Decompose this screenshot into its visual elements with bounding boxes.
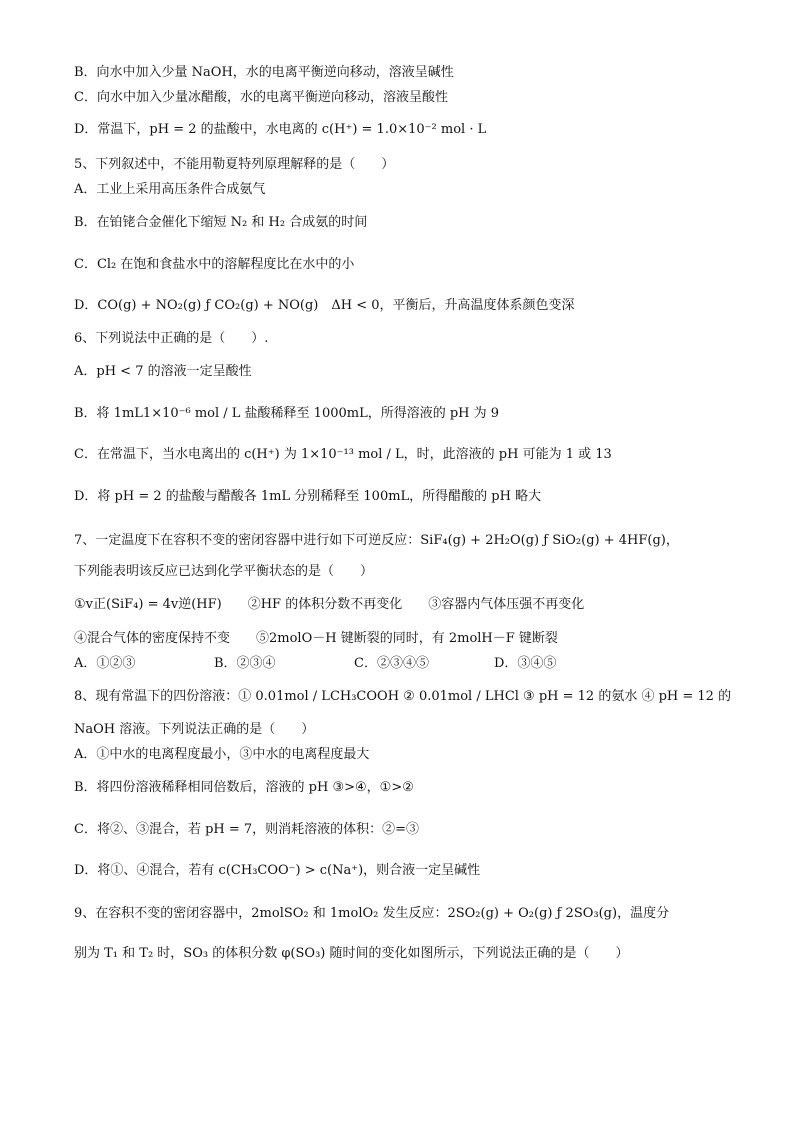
q5-stem: 5、下列叙述中，不能用勒夏特列原理解释的是（ ） xyxy=(74,157,395,172)
q8-option-a: A．①中水的电离程度最小，③中水的电离程度最大 xyxy=(74,747,370,762)
q7-option-d: D．③④⑤ xyxy=(494,656,557,671)
q4-option-d: D．常温下，pH = 2 的盐酸中，水电离的 c(H⁺) = 1.0×10⁻² mol · L xyxy=(74,122,487,137)
q8-option-c: C．将②、③混合，若 pH = 7，则消耗溶液的体积：②=③ xyxy=(74,822,420,837)
q7-statements-line1: ①v正(SiF₄) = 4v逆(HF) ②HF 的体积分数不再变化 ③容器内气体压强不再变化 xyxy=(74,597,585,612)
q7-stem-line2: 下列能表明该反应已达到化学平衡状态的是（ ） xyxy=(74,564,374,579)
q8-stem-line2: NaOH 溶液。下列说法正确的是（ ） xyxy=(74,722,315,737)
q7-option-b: B．②③④ xyxy=(214,656,276,671)
q9-stem-line2: 别为 T₁ 和 T₂ 时，SO₃ 的体积分数 φ(SO₃) 随时间的变化如图所示，下列说法正确的是（ ） xyxy=(74,946,629,961)
q4-option-c: C．向水中加入少量冰醋酸，水的电离平衡逆向移动，溶液呈酸性 xyxy=(74,90,448,105)
q9-stem-line1: 9、在容积不变的密闭容器中，2molSO₂ 和 1molO₂ 发生反应：2SO₂(g) + O₂(g) ƒ 2SO₃(g)，温度分 xyxy=(74,906,670,921)
q6-option-d: D．将 pH = 2 的盐酸与醋酸各 1mL 分别稀释至 100mL，所得醋酸的 pH 略大 xyxy=(74,489,542,504)
q4-option-b: B．向水中加入少量 NaOH，水的电离平衡逆向移动，溶液呈碱性 xyxy=(74,65,454,80)
q7-stem-line1: 7、一定温度下在容积不变的密闭容器中进行如下可逆反应：SiF₄(g) + 2H₂O(g) ƒ SiO₂(g) + 4HF(g)， xyxy=(74,533,679,548)
q5-option-d: D．CO(g) + NO₂(g) ƒ CO₂(g) + NO(g) ΔH < 0，平衡后，升高温度体系颜色变深 xyxy=(74,298,575,313)
q7-option-c: C．②③④⑤ xyxy=(354,656,429,671)
q6-option-a: A．pH < 7 的溶液一定呈酸性 xyxy=(74,364,252,379)
q6-option-b: B．将 1mL1×10⁻⁶ mol / L 盐酸稀释至 1000mL，所得溶液的 pH 为 9 xyxy=(74,406,500,421)
q6-option-c: C．在常温下，当水电离出的 c(H⁺) 为 1×10⁻¹³ mol / L，时，此溶液的 pH 可能为 1 或 13 xyxy=(74,447,612,462)
q5-option-c: C．Cl₂ 在饱和食盐水中的溶解程度比在水中的小 xyxy=(74,257,355,272)
q7-statements-line2: ④混合气体的密度保持不变 ⑤2molO－H 键断裂的同时，有 2molH－F 键断裂 xyxy=(74,631,558,646)
q7-option-a: A．①②③ xyxy=(74,656,136,671)
q8-stem-line1: 8、现有常温下的四份溶液：① 0.01mol / LCH₃COOH ② 0.01mol / LHCl ③ pH = 12 的氨水 ④ pH = 12 的 xyxy=(74,689,732,704)
q8-option-d: D．将①、④混合，若有 c(CH₃COO⁻) > c(Na⁺)，则合液一定呈碱性 xyxy=(74,863,481,878)
q5-option-b: B．在铂铑合金催化下缩短 N₂ 和 H₂ 合成氨的时间 xyxy=(74,215,368,230)
q5-option-a: A．工业上采用高压条件合成氨气 xyxy=(74,182,266,197)
q7-options xyxy=(74,655,556,673)
q6-stem: 6、下列说法中正确的是（ ）. xyxy=(74,331,269,346)
q8-option-b: B．将四份溶液稀释相同倍数后，溶液的 pH ③>④，①>② xyxy=(74,780,414,795)
